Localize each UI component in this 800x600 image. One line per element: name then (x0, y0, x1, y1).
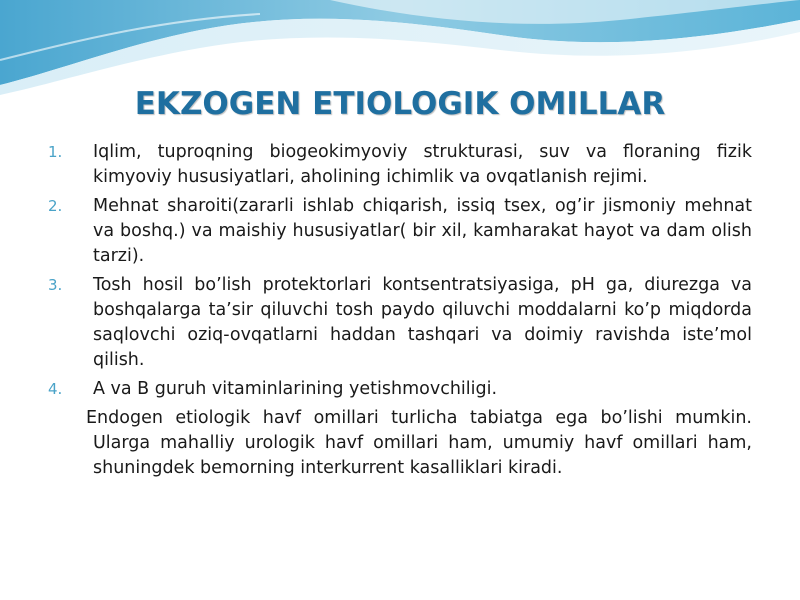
list-number: 1. (48, 143, 63, 161)
list-number: 4. (48, 380, 63, 398)
endogen-paragraph: Endogen etiologik havf omillari turlicha tabiatga ega bo’lishi mumkin. Ularga mahalliy urologik havf omillari ham, umumiy havf omillari ham, shuningdek bemorning interkurrent kasalliklari kiradi. (86, 408, 752, 478)
list-number: 3. (48, 276, 63, 294)
decorative-wave-banner (0, 0, 800, 100)
slide-body (48, 140, 752, 481)
list-item-text: Tosh hosil bo’lish protektorlari kontsentratsiyasiga, pH ga, diurezga va boshqalarga ta’sir qiluvchi tosh paydo qiluvchi moddalarni ko’p miqdorda saqlovchi oziq-ovqatlarni haddan tashqari va doimiy ravishda iste’mol qilish. (93, 275, 752, 370)
list-item-text: Iqlim, tuproqning biogeokimyoviy strukturasi, suv va floraning fizik kimyoviy hususiyatlari, aholining ichimlik va ovqatlanish rejimi. (93, 142, 752, 187)
list-item-text: A va B guruh vitaminlarining yetishmovchiligi. (93, 379, 498, 399)
list-item (48, 273, 752, 373)
list-item (48, 377, 752, 402)
list-item-text: Mehnat sharoiti(zararli ishlab chiqarish, issiq tsex, og’ir jismoniy mehnat va boshq.) va maishiy hususiyatlar( bir xil, kamharakat hayot va dam olish tarzi). (93, 196, 752, 266)
list-item (48, 140, 752, 190)
list-item (48, 194, 752, 269)
list-number: 2. (48, 197, 63, 215)
slide-title: EKZOGEN ETIOLOGIK OMILLAR (134, 86, 666, 122)
